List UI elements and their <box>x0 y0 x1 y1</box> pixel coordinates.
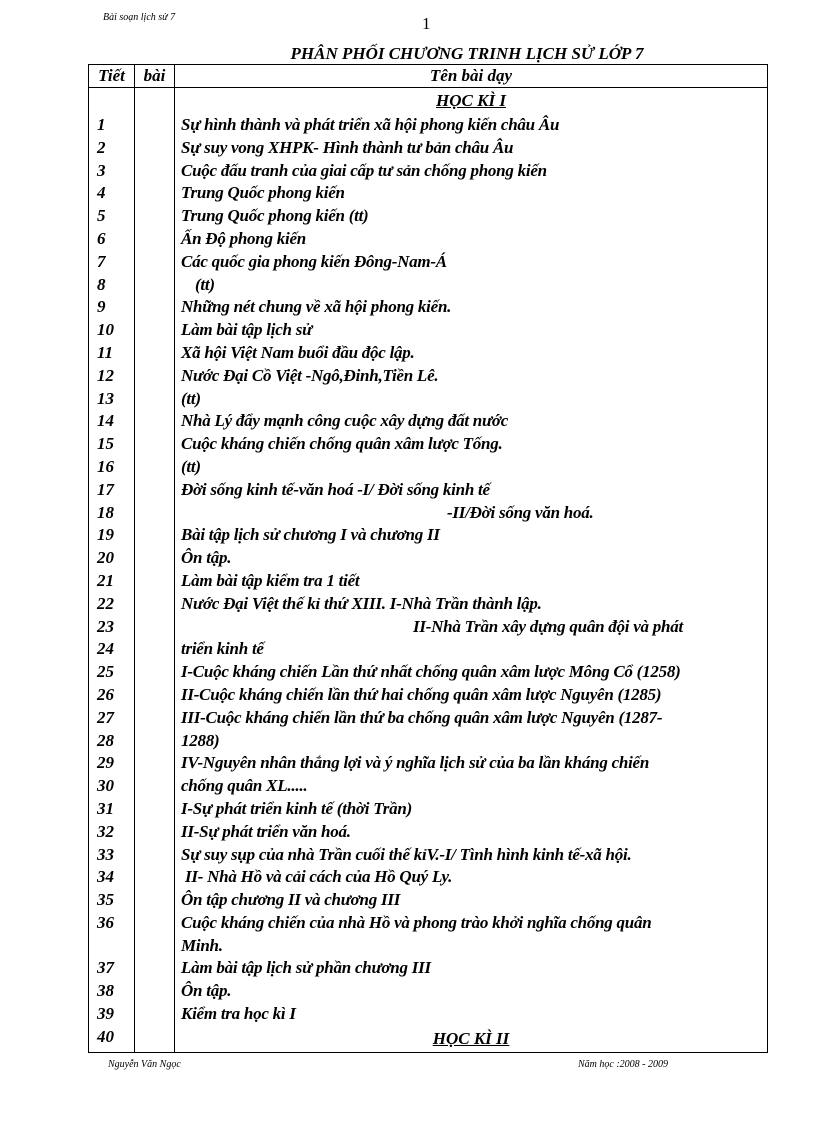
col-header-ten-bai: Tên bài dạy <box>175 65 768 88</box>
table-row-lesson: triển kinh tế <box>181 639 264 659</box>
table-row-lesson: (tt) <box>181 388 201 408</box>
bai-column <box>135 114 175 1026</box>
table-row-lesson: Ôn tập chương II và chương III <box>181 890 401 910</box>
table-row-tiet: 14 <box>97 411 114 431</box>
table-row-lesson: 1288) <box>181 730 220 750</box>
table-row-lesson: Cuộc đấu tranh của giai cấp tư sản chống phong kiến <box>181 160 547 180</box>
table-row-tiet: 4 <box>97 183 106 203</box>
table-row-tiet: 17 <box>97 479 114 499</box>
footer-school-year: Năm học :2008 - 2009 <box>578 1059 668 1070</box>
table-row-tiet: 32 <box>97 821 114 841</box>
table-row-lesson: IV-Nguyên nhân thắng lợi và ý nghĩa lịch sử của ba lần kháng chiến <box>181 753 650 773</box>
table-row-tiet: 9 <box>97 297 106 317</box>
table-row-lesson: Sự suy sụp của nhà Trần cuối thế kỉV.-I/ Tình hình kinh tế-xã hội. <box>181 844 632 864</box>
table-row-lesson: Những nét chung về xã hội phong kiến. <box>181 297 452 317</box>
table-row-lesson: Sự hình thành và phát triển xã hội phong kiến châu Âu <box>181 115 560 134</box>
table-row-lesson: Minh. <box>181 935 223 955</box>
table-row-tiet: 22 <box>97 593 114 613</box>
table-row-lesson: Ôn tập. <box>181 981 232 1001</box>
table-row-lesson: Làm bài tập kiểm tra 1 tiết <box>181 570 360 590</box>
lesson-name-column <box>175 114 768 1026</box>
table-row-lesson: Trung Quốc phong kiến <box>181 183 345 203</box>
table-row-lesson: Trung Quốc phong kiến (tt) <box>181 206 369 226</box>
table-row-tiet: 39 <box>97 1004 114 1024</box>
table-row-tiet: 24 <box>97 639 114 659</box>
table-row-lesson: Cuộc kháng chiến của nhà Hồ và phong trào khởi nghĩa chống quân <box>181 912 652 932</box>
table-row-lesson: Làm bài tập lịch sử <box>181 320 313 340</box>
semester-2-label: HỌC KÌ II <box>175 1026 768 1053</box>
table-row-tiet: 13 <box>97 388 114 408</box>
table-row-tiet: 7 <box>97 251 106 271</box>
table-row-lesson: Các quốc gia phong kiến Đông-Nam-Á <box>181 251 447 271</box>
table-row-tiet: 34 <box>97 867 114 887</box>
table-row-tiet: 8 <box>97 274 106 294</box>
semester-2-row <box>89 1026 768 1053</box>
table-row-tiet: 27 <box>97 707 114 727</box>
table-row-tiet: 16 <box>97 456 114 476</box>
table-row-lesson: Nước Đại Cồ Việt -Ngô,Đinh,Tiền Lê. <box>181 365 439 385</box>
table-row-lesson: Ấn Độ phong kiến <box>181 228 306 248</box>
tiet-column <box>89 114 135 1026</box>
table-row-tiet: 23 <box>97 616 114 636</box>
table-row-tiet: 10 <box>97 320 114 340</box>
table-row-lesson: Cuộc kháng chiến chống quân xâm lược Tống. <box>181 434 503 454</box>
table-row-tiet: 12 <box>97 365 114 385</box>
table-row-tiet: 29 <box>97 753 114 773</box>
table-row-lesson: (tt) <box>195 274 215 294</box>
curriculum-table <box>88 64 768 1053</box>
table-row-lesson: -II/Đời sống văn hoá. <box>447 502 594 522</box>
table-row-tiet: 38 <box>97 981 114 1001</box>
table-row-tiet: 35 <box>97 890 114 910</box>
table-row-lesson: II-Nhà Trần xây dựng quân đội và phát <box>413 616 683 636</box>
table-row-lesson: Nhà Lý đẩy mạnh công cuộc xây dựng đất nước <box>181 411 509 431</box>
table-row-lesson: Kiểm tra học kì I <box>181 1004 296 1024</box>
table-row-tiet <box>97 935 134 958</box>
table-row-lesson: chống quân XL..... <box>181 776 308 796</box>
table-row-tiet: 26 <box>97 684 114 704</box>
table-row-tiet: 5 <box>97 206 106 226</box>
table-row-lesson: III-Cuộc kháng chiến lần thứ ba chống quân xâm lược Nguyên (1287- <box>181 707 663 727</box>
table-row-lesson: Xã hội Việt Nam buổi đầu độc lập. <box>181 342 415 362</box>
table-row-tiet: 36 <box>97 912 114 932</box>
table-row-tiet: 2 <box>97 137 106 157</box>
table-row-tiet: 28 <box>97 730 114 750</box>
table-row-tiet: 11 <box>97 342 114 362</box>
table-row-lesson: Đời sống kinh tế-văn hoá -I/ Đời sống kinh tế <box>181 479 490 499</box>
table-row-tiet: 19 <box>97 525 114 545</box>
table-row-tiet: 40 <box>89 1026 135 1053</box>
lesson-rows <box>89 114 768 1026</box>
table-row-lesson: II- Nhà Hồ và cải cách của Hồ Quý Ly. <box>185 867 453 887</box>
table-row-tiet: 31 <box>97 798 114 818</box>
table-row-tiet: 33 <box>97 844 114 864</box>
table-row-lesson: II-Cuộc kháng chiến lần thứ hai chống quân xâm lược Nguyên (1285) <box>181 684 662 704</box>
page-number: 1 <box>422 14 431 33</box>
table-row-tiet: 37 <box>97 958 114 978</box>
table-row-tiet: 18 <box>97 502 114 522</box>
col-header-tiet: Tiết <box>89 65 135 88</box>
table-row-lesson: I-Cuộc kháng chiến Lần thứ nhất chống quân xâm lược Mông Cổ (1258) <box>181 662 681 682</box>
table-row-tiet: 30 <box>97 776 114 796</box>
page-title: PHÂN PHỐI CHƯƠNG TRINH LỊCH SỬ LỚP 7 <box>290 44 644 63</box>
table-row-lesson: II-Sự phát triển văn hoá. <box>181 821 351 841</box>
semester-1-row <box>89 88 768 115</box>
table-row-tiet: 3 <box>97 160 106 180</box>
header-note: Bài soạn lịch sử 7 <box>103 12 176 23</box>
table-row-tiet: 1 <box>97 115 106 134</box>
table-row-lesson: Sự suy vong XHPK- Hình thành tư bản châu Âu <box>181 137 514 157</box>
semester-1-label: HỌC KÌ I <box>175 88 768 115</box>
col-header-bai: bài <box>135 65 175 88</box>
table-row-tiet: 25 <box>97 662 114 682</box>
table-row-lesson: (tt) <box>181 456 201 476</box>
table-header-row <box>89 65 768 88</box>
table-row-lesson: Ôn tập. <box>181 548 232 568</box>
table-row-tiet: 21 <box>97 570 114 590</box>
table-row-lesson: Bài tập lịch sử chương I và chương II <box>181 525 440 545</box>
table-row-lesson: Làm bài tập lịch sử phần chương III <box>181 958 431 978</box>
table-row-lesson: Nước Đại Việt thế kỉ thứ XIII. I-Nhà Trần thành lập. <box>181 593 542 613</box>
table-row-tiet: 6 <box>97 228 106 248</box>
table-row-tiet: 20 <box>97 548 114 568</box>
table-row-tiet: 15 <box>97 434 114 454</box>
table-row-lesson: I-Sự phát triển kinh tế (thời Trần) <box>181 798 412 818</box>
footer-author: Nguyễn Văn Ngọc <box>108 1059 181 1070</box>
